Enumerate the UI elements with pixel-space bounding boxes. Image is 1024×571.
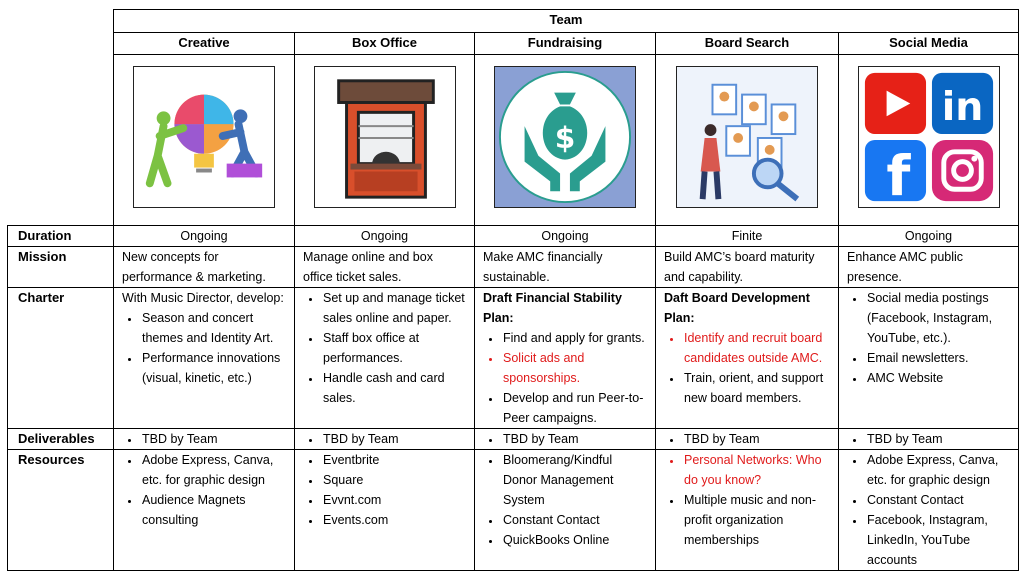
svg-text:$: $ [554,120,576,155]
deliverables-creative [114,429,295,450]
list-item: • QuickBooks Online [501,530,647,550]
corner-blank [8,10,114,33]
board-candidates-icon [676,66,818,208]
list-item: • Email newsletters. [865,348,1010,368]
list-item: • Set up and manage ticket sales online and paper. [321,288,466,328]
social-media-image-cell [839,55,1019,226]
charter-creative [114,288,295,429]
list-item: • AMC Website [865,368,1010,388]
row-label-duration: Duration [8,226,114,247]
charter-board-search [656,288,839,429]
list-item: • Multiple music and non-profit organization memberships [682,490,830,550]
duration-box-office: Ongoing [295,226,475,247]
charter-board-list [664,328,830,408]
team-name-box-office: Box Office [295,33,475,55]
charter-social-media [839,288,1019,429]
deliverables-board-search [656,429,839,450]
charter-board-intro: Daft Board Development Plan: [664,291,810,325]
list-item: • Adobe Express, Canva, etc. for graphic design [140,450,286,490]
list-item: • Solicit ads and sponsorships. [501,348,647,388]
list-item: • Eventbrite [321,450,466,470]
list-item: • TBD by Team [321,429,466,449]
row-label-charter: Charter [8,288,114,429]
duration-fundraising: Ongoing [475,226,656,247]
deliverables-fundraising [475,429,656,450]
team-matrix-table [7,9,1019,571]
resources-box-office [295,450,475,571]
list-item: • Constant Contact [501,510,647,530]
money-bag-hands-icon [494,66,636,208]
deliverables-box-office [295,429,475,450]
charter-box-office-list [303,288,466,408]
list-item: • Develop and run Peer-to-Peer campaigns. [501,388,647,428]
team-name-social-media: Social Media [839,33,1019,55]
charter-creative-intro: With Music Director, develop: [122,291,284,305]
mission-creative: New concepts for performance & marketing. [114,247,295,288]
list-item: • Performance innovations (visual, kinetic, etc.) [140,348,286,388]
list-item: • Constant Contact [865,490,1010,510]
row-label-deliverables: Deliverables [8,429,114,450]
list-item: • TBD by Team [682,429,830,449]
resources-fundraising [475,450,656,571]
charter-fundraising-list [483,328,647,428]
list-item: • Find and apply for grants. [501,328,647,348]
duration-social-media: Ongoing [839,226,1019,247]
mission-box-office: Manage online and box office ticket sales. [295,247,475,288]
list-item: • Staff box office at performances. [321,328,466,368]
duration-board-search: Finite [656,226,839,247]
charter-social-list [847,288,1010,388]
charter-creative-list [122,308,286,388]
team-name-fundraising: Fundraising [475,33,656,55]
team-name-creative: Creative [114,33,295,55]
list-item: • TBD by Team [865,429,1010,449]
resources-social-media [839,450,1019,571]
board-search-image-cell [656,55,839,226]
mission-fundraising: Make AMC financially sustainable. [475,247,656,288]
mission-social-media: Enhance AMC public presence. [839,247,1019,288]
list-item: • Handle cash and card sales. [321,368,466,408]
row-label-mission: Mission [8,247,114,288]
box-office-image-cell [295,55,475,226]
list-item: • Adobe Express, Canva, etc. for graphic design [865,450,1010,490]
corner-blank-3 [8,55,114,226]
fundraising-image-cell [475,55,656,226]
duration-creative: Ongoing [114,226,295,247]
svg-text:in: in [941,84,983,131]
charter-box-office [295,288,475,429]
list-item: • Social media postings (Facebook, Instagram, YouTube, etc.). [865,288,1010,348]
corner-blank-2 [8,33,114,55]
row-label-resources: Resources [8,450,114,571]
list-item: • TBD by Team [501,429,647,449]
list-item: • Audience Magnets consulting [140,490,286,530]
deliverables-social-media [839,429,1019,450]
resources-creative [114,450,295,571]
list-item: • Evvnt.com [321,490,466,510]
mission-board-search: Build AMC’s board maturity and capability. [656,247,839,288]
list-item: • Square [321,470,466,490]
social-media-logos-icon [858,66,1000,208]
list-item: • Facebook, Instagram, LinkedIn, YouTube accounts [865,510,1010,570]
list-item: • Identify and recruit board candidates outside AMC. [682,328,830,368]
charter-fundraising [475,288,656,429]
svg-text:f: f [885,145,910,207]
team-name-board-search: Board Search [656,33,839,55]
list-item: • Train, orient, and support new board members. [682,368,830,408]
ticket-booth-icon [314,66,456,208]
puzzle-lightbulb-icon [133,66,275,208]
resources-board-search [656,450,839,571]
charter-fundraising-intro: Draft Financial Stability Plan: [483,291,622,325]
list-item: • Events.com [321,510,466,530]
list-item: • TBD by Team [140,429,286,449]
team-header: Team [114,10,1019,33]
creative-image-cell [114,55,295,226]
list-item: • Season and concert themes and Identity Art. [140,308,286,348]
list-item: • Personal Networks: Who do you know? [682,450,830,490]
list-item: • Bloomerang/Kindful Donor Management System [501,450,647,510]
